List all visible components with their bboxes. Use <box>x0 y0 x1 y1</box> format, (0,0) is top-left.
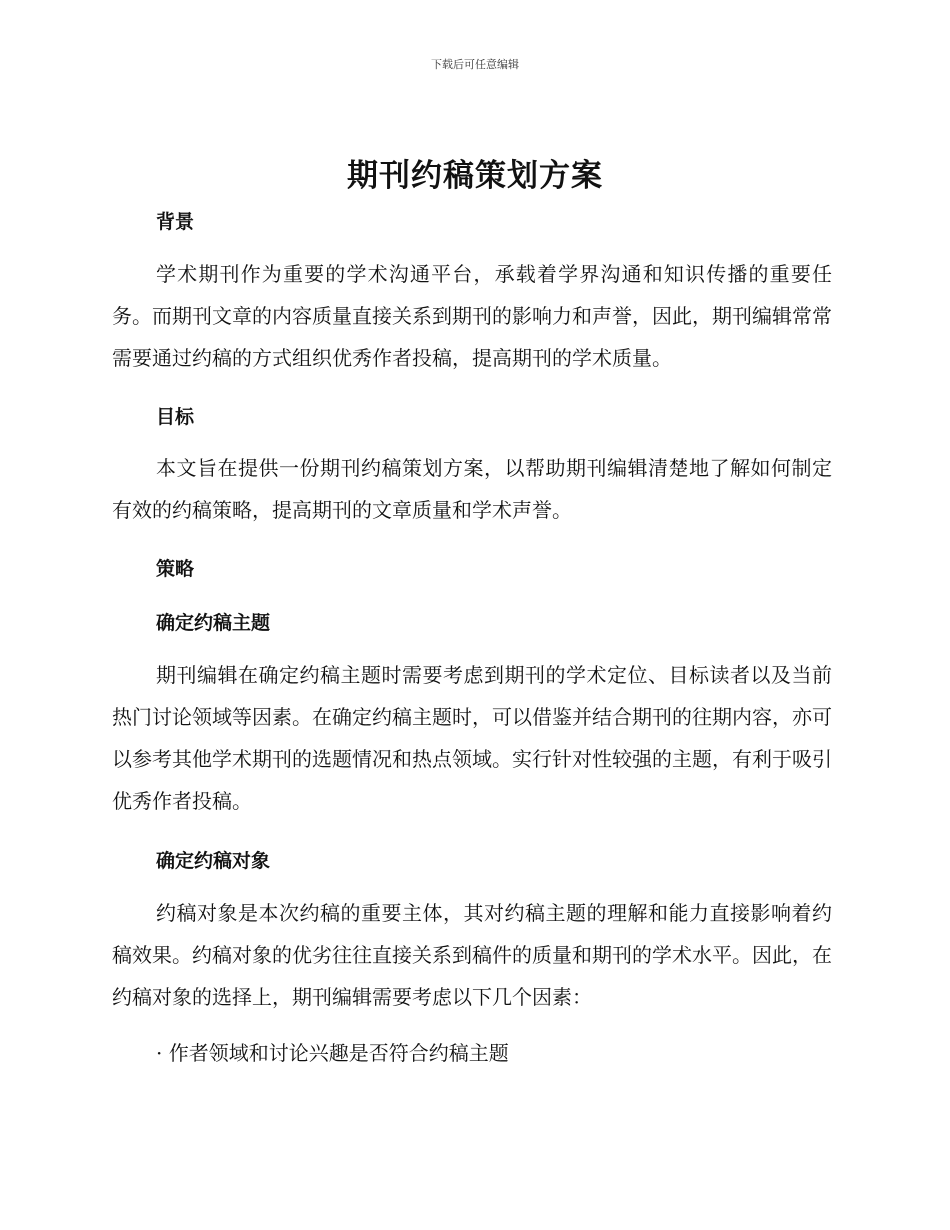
heading-target: 确定约稿对象 <box>156 850 271 872</box>
paragraph-goal: 本文旨在提供一份期刊约稿策划方案，以帮助期刊编辑清楚地了解如何制定有效的约稿策略，提高期刊的文章质量和学术声誉。 <box>112 456 832 522</box>
heading-goal: 目标 <box>156 406 195 428</box>
heading-strategy: 策略 <box>156 558 195 580</box>
paragraph-background: 学术期刊作为重要的学术沟通平台，承载着学界沟通和知识传播的重要任务。而期刊文章的内容质量直接关系到期刊的影响力和声誉，因此，期刊编辑常常需要通过约稿的方式组织优秀作者投稿，提高期刊的学术质量。 <box>112 262 832 370</box>
heading-background: 背景 <box>156 211 195 233</box>
header-note: 下载后可任意编辑 <box>431 58 519 71</box>
bullet-item: · 作者领域和讨论兴趣是否符合约稿主题 <box>156 1041 509 1065</box>
paragraph-topic: 期刊编辑在确定约稿主题时需要考虑到期刊的学术定位、目标读者以及当前热门讨论领域等因素。在确定约稿主题时，可以借鉴并结合期刊的往期内容，亦可以参考其他学术期刊的选题情况和热点领域。实行针对性较强的主题，有利于吸引优秀作者投稿。 <box>112 663 832 813</box>
paragraph-target: 约稿对象是本次约稿的重要主体，其对约稿主题的理解和能力直接影响着约稿效果。约稿对象的优劣往往直接关系到稿件的质量和期刊的学术水平。因此，在约稿对象的选择上，期刊编辑需要考虑以下几个因素： <box>112 901 832 1009</box>
heading-topic: 确定约稿主题 <box>156 612 271 634</box>
document-title: 期刊约稿策划方案 <box>347 158 603 194</box>
